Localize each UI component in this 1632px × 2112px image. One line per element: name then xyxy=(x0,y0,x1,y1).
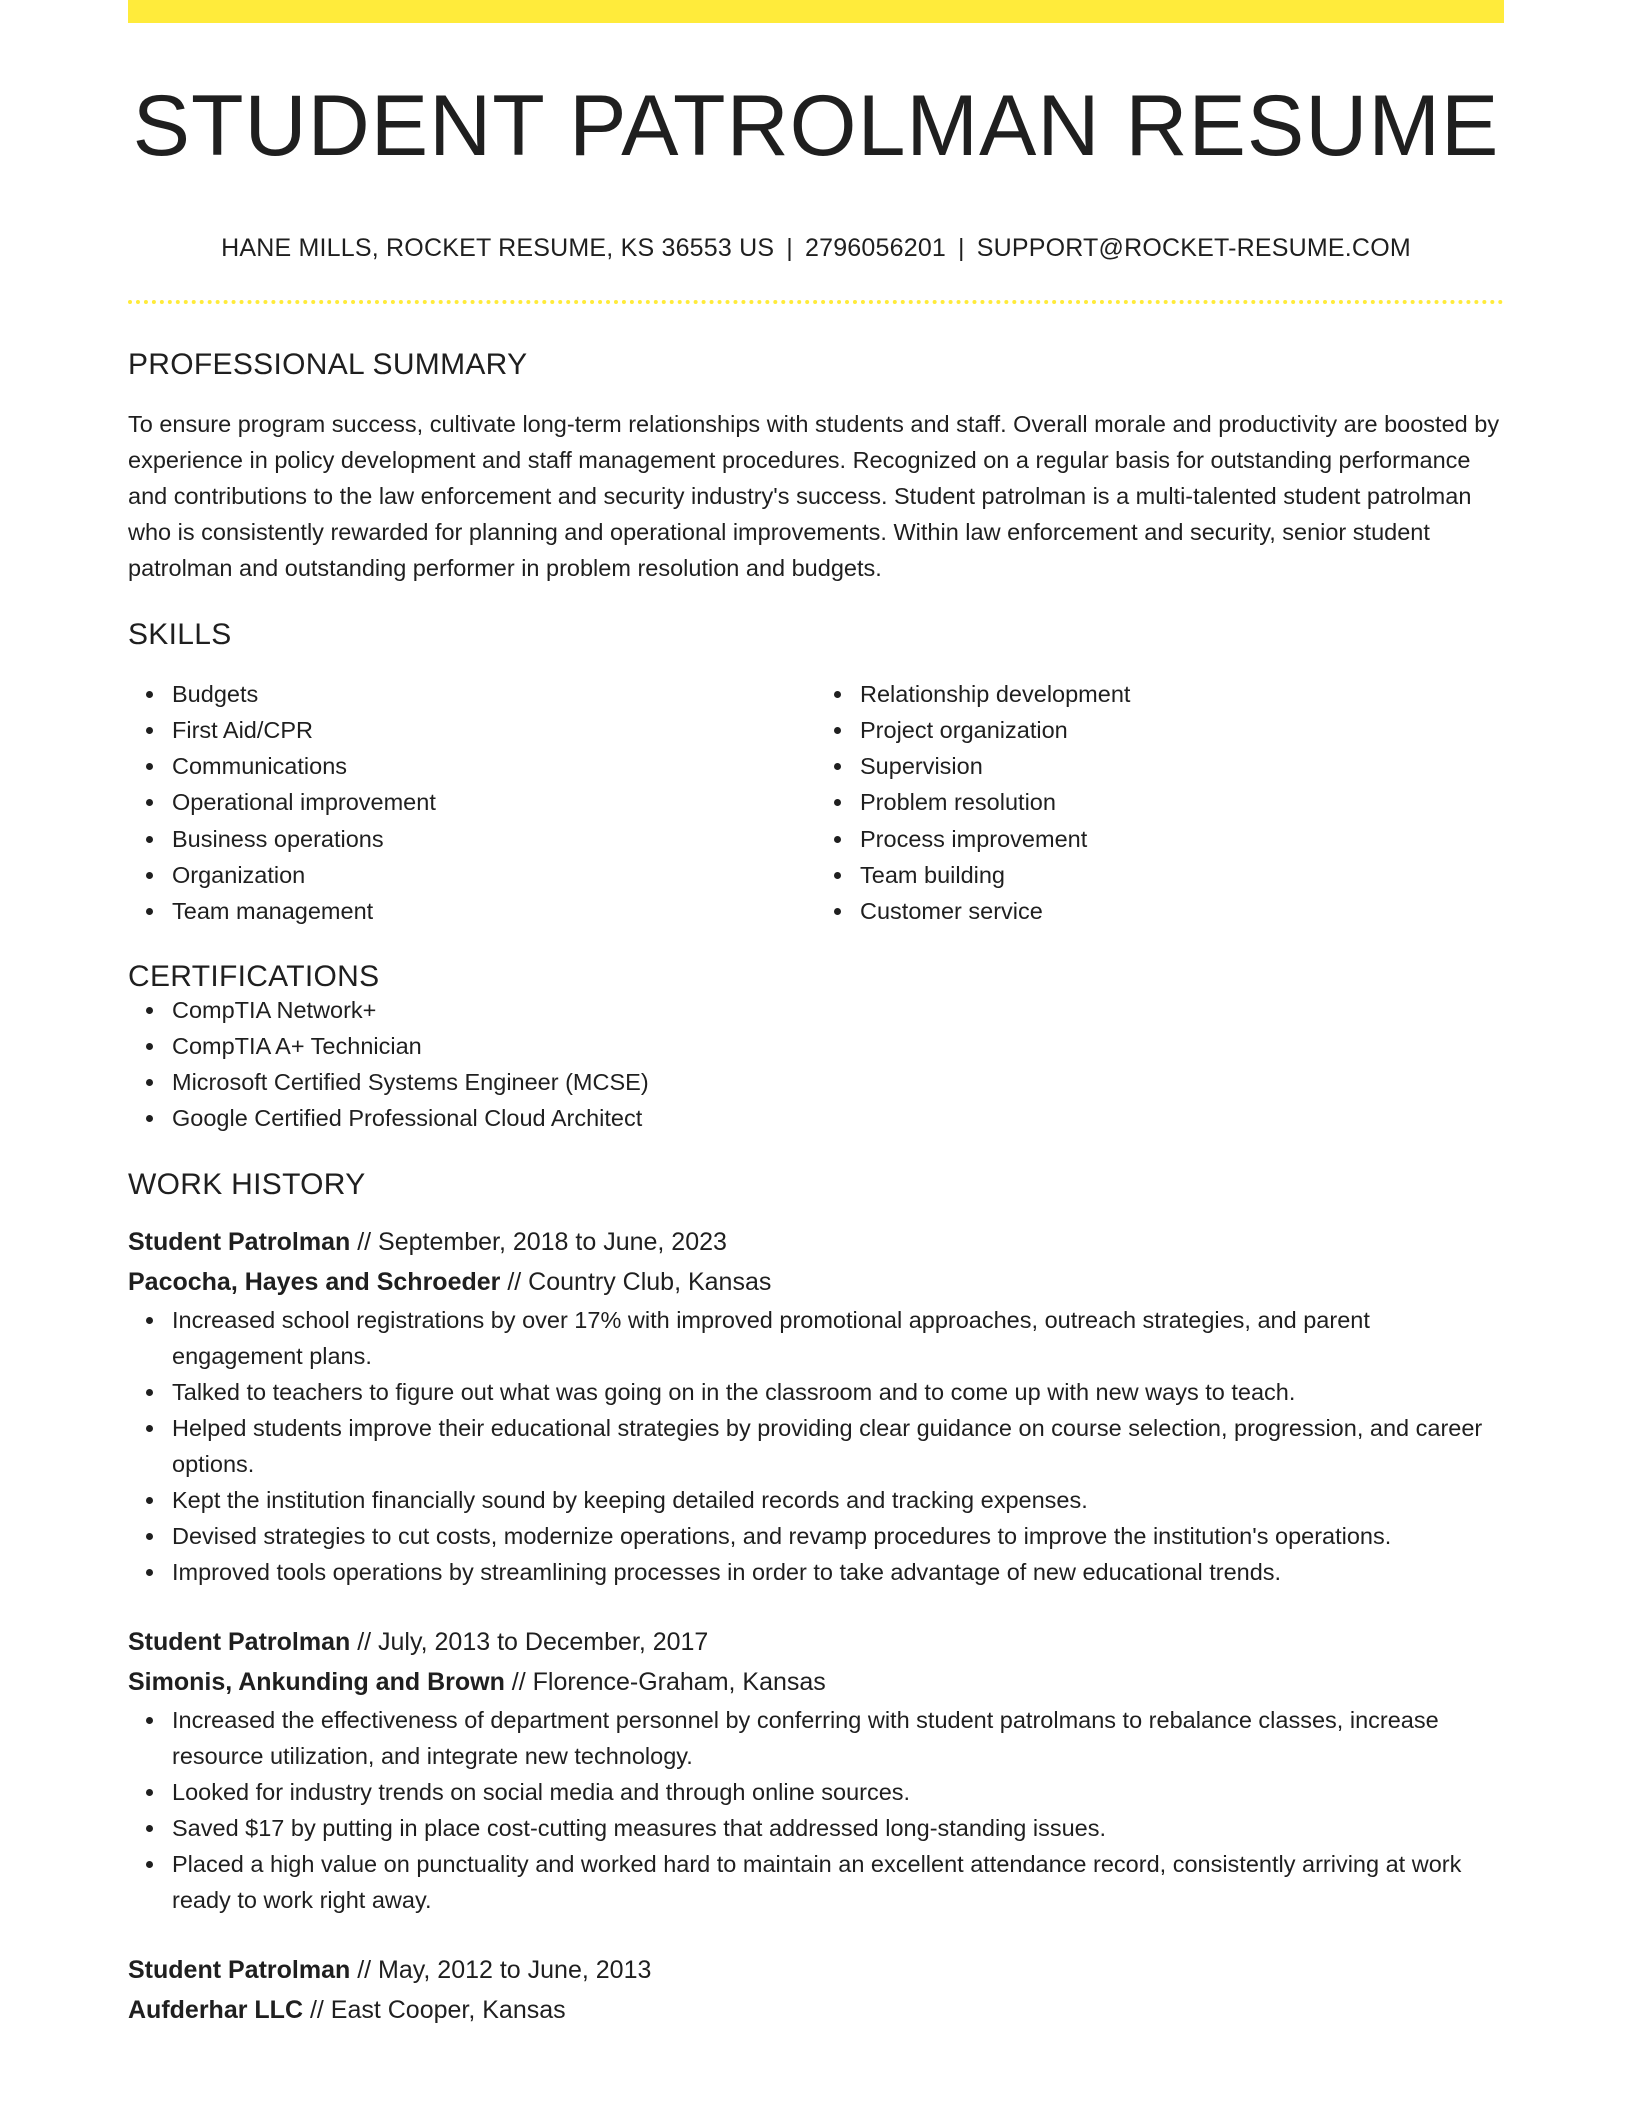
job-dates: // September, 2018 to June, 2023 xyxy=(350,1227,727,1256)
certifications-section xyxy=(128,959,1504,1136)
work-history-heading: WORK HISTORY xyxy=(128,1167,366,1201)
list-item: Saved $17 by putting in place cost-cutting measures that addressed long-standing issues. xyxy=(128,1810,1504,1846)
list-item: Relationship development xyxy=(816,676,1504,712)
contact-line xyxy=(128,233,1504,262)
list-item: Budgets xyxy=(128,676,816,712)
list-item: Increased school registrations by over 17% with improved promotional approaches, outreach strategies, and parent engagement plans. xyxy=(128,1302,1504,1374)
list-item: Team management xyxy=(128,893,816,929)
list-item: Organization xyxy=(128,857,816,893)
skills-column-left xyxy=(128,676,816,930)
job-title-line xyxy=(128,1622,1504,1662)
job-dates: // May, 2012 to June, 2013 xyxy=(350,1955,652,1984)
resume-title: STUDENT PATROLMAN RESUME xyxy=(132,78,1500,174)
job-company-line xyxy=(128,1262,1504,1302)
list-item: Business operations xyxy=(128,821,816,857)
job-dates: // July, 2013 to December, 2017 xyxy=(350,1627,709,1656)
contact-phone[interactable]: 2796056201 xyxy=(804,233,947,262)
list-item: Looked for industry trends on social media and through online sources. xyxy=(128,1774,1504,1810)
list-item: Placed a high value on punctuality and worked hard to maintain an excellent attendance record, consistently arriving at work ready to work right away. xyxy=(128,1846,1504,1918)
job-company: Aufderhar LLC xyxy=(128,1995,303,2024)
job-company: Simonis, Ankunding and Brown xyxy=(128,1667,505,1696)
skills-column-right xyxy=(816,676,1504,930)
list-item: Google Certified Professional Cloud Architect xyxy=(128,1100,1504,1136)
list-item: Helped students improve their educational strategies by providing clear guidance on course selection, progression, and career options. xyxy=(128,1410,1504,1482)
job-entry xyxy=(128,1622,1504,1918)
job-title: Student Patrolman xyxy=(128,1955,351,1984)
accent-bar xyxy=(128,0,1504,23)
list-item: Project organization xyxy=(816,712,1504,748)
dotted-divider xyxy=(128,300,1504,304)
list-item: Kept the institution financially sound by keeping detailed records and tracking expenses. xyxy=(128,1482,1504,1518)
resume-page xyxy=(128,0,1504,2030)
job-bullets xyxy=(128,1702,1504,1918)
list-item: Communications xyxy=(128,748,816,784)
list-item: First Aid/CPR xyxy=(128,712,816,748)
job-entry xyxy=(128,1950,1504,2030)
contact-separator: | xyxy=(958,233,965,262)
list-item: CompTIA Network+ xyxy=(128,992,1504,1028)
job-bullets xyxy=(128,1302,1504,1590)
list-item: CompTIA A+ Technician xyxy=(128,1028,1504,1064)
summary-heading: PROFESSIONAL SUMMARY xyxy=(128,347,528,381)
list-item: Improved tools operations by streamlining processes in order to take advantage of new educational trends. xyxy=(128,1554,1504,1590)
job-title-line xyxy=(128,1222,1504,1262)
skills-list-right xyxy=(816,676,1504,930)
list-item: Supervision xyxy=(816,748,1504,784)
list-item: Team building xyxy=(816,857,1504,893)
job-title: Student Patrolman xyxy=(128,1627,351,1656)
summary-section xyxy=(128,347,1504,586)
certifications-list xyxy=(128,992,1504,1136)
list-item: Process improvement xyxy=(816,821,1504,857)
job-location: // Country Club, Kansas xyxy=(500,1267,772,1296)
list-item: Operational improvement xyxy=(128,784,816,820)
work-history-section xyxy=(128,1167,1504,2030)
list-item: Customer service xyxy=(816,893,1504,929)
job-company-line xyxy=(128,1990,1504,2030)
job-title-line xyxy=(128,1950,1504,1990)
job-location: // Florence-Graham, Kansas xyxy=(504,1667,826,1696)
contact-email[interactable]: SUPPORT@ROCKET-RESUME.COM xyxy=(976,233,1411,262)
job-company-line xyxy=(128,1662,1504,1702)
skills-list-left xyxy=(128,676,816,930)
job-title: Student Patrolman xyxy=(128,1227,351,1256)
list-item: Problem resolution xyxy=(816,784,1504,820)
list-item: Devised strategies to cut costs, modernize operations, and revamp procedures to improve the institution's operations. xyxy=(128,1518,1504,1554)
skills-heading: SKILLS xyxy=(128,617,232,651)
jobs-container xyxy=(128,1222,1504,2030)
skills-grid xyxy=(128,676,1504,930)
list-item: Microsoft Certified Systems Engineer (MCSE) xyxy=(128,1064,1504,1100)
summary-text: To ensure program success, cultivate long-term relationships with students and staff. Overall morale and productivity are boosted by experience in policy development and staff management procedures. Recognized on a regular basis for outstanding performance and contributions to the law enforcement and security industry's success. Student patrolman is a multi-talented student patrolman who is consistently rewarded for planning and operational improvements. Within law enforcement and security, senior student patrolman and outstanding performer in problem resolution and budgets. xyxy=(128,410,1500,581)
certifications-heading: CERTIFICATIONS xyxy=(128,959,380,993)
contact-separator: | xyxy=(786,233,793,262)
list-item: Increased the effectiveness of department personnel by conferring with student patrolmans to rebalance classes, increase resource utilization, and integrate new technology. xyxy=(128,1702,1504,1774)
contact-address: HANE MILLS, ROCKET RESUME, KS 36553 US xyxy=(221,233,775,262)
job-location: // East Cooper, Kansas xyxy=(303,1995,566,2024)
job-company: Pacocha, Hayes and Schroeder xyxy=(128,1267,501,1296)
list-item: Talked to teachers to figure out what was going on in the classroom and to come up with new ways to teach. xyxy=(128,1374,1504,1410)
job-entry xyxy=(128,1222,1504,1590)
skills-section xyxy=(128,617,1504,930)
